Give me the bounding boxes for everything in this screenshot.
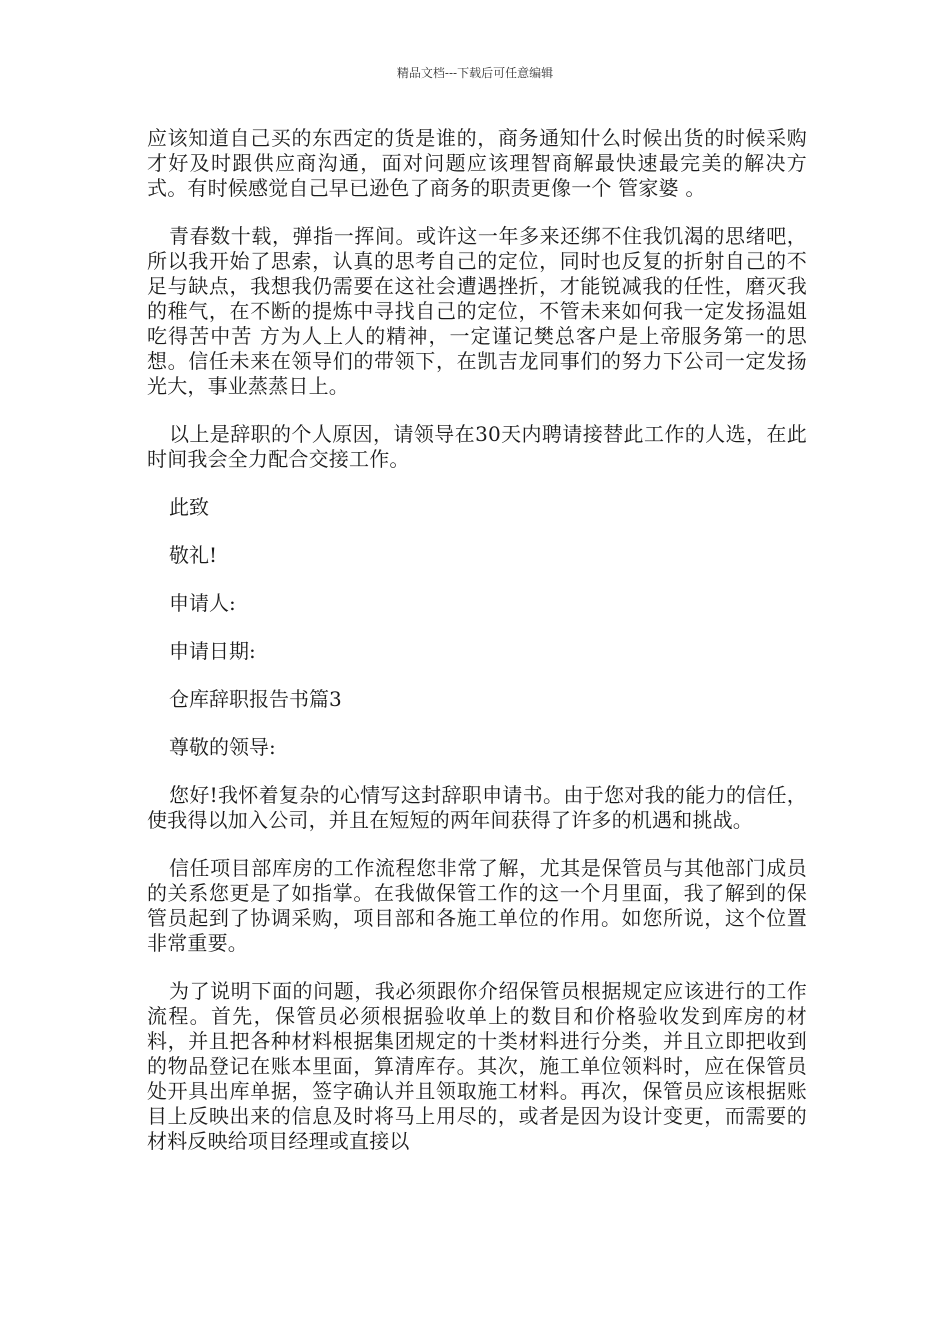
document-body (147, 126, 807, 1177)
applicant-label: 申请人: (169, 591, 236, 615)
page-header: 精品文档---下载后可任意编辑 (396, 66, 554, 80)
paragraph-intro: 您好!我怀着复杂的心情写这封辞职申请书。由于您对我的能力的信任，使我得以加入公司，并且在短短的两年间获得了许多的机遇和挑战。 (147, 783, 807, 832)
paragraph-handover: 以上是辞职的个人原因，请领导在30天内聘请接替此工作的人选，在此时间我会全力配合交接工作。 (147, 422, 807, 471)
paragraph-continuation: 应该知道自己买的东西定的货是谁的，商务通知什么时候出货的时候采购才好及时跟供应商沟通，面对问题应该理智商解最快速最完美的解决方式。有时候感觉自己早已逊色了商务的职责更像一个 管家婆 。 (147, 126, 807, 200)
paragraph-youth: 青春数十载，弹指一挥间。或许这一年多来还绑不住我饥渴的思绪吧，所以我开始了思索，认真的思考自己的定位，同时也反复的折射自己的不足与缺点，我想我仍需要在这社会遭遇挫折，才能锐减我的任性，磨灭我的稚气，在不断的提炼中寻找自己的定位，不管未来如何我一定发扬温姐吃得苦中苦 方为人上人的精神，一定谨记樊总客户是上帝服务第一的思想。信任未来在领导们的带领下，在凯吉龙同事们的努力下公司一定发扬光大，事业蒸蒸日上。 (147, 224, 807, 398)
paragraph-workflow: 为了说明下面的问题，我必须跟你介绍保管员根据规定应该进行的工作流程。首先，保管员必须根据验收单上的数目和价格验收发到库房的材料，并且把各种材料根据集团规定的十类材料进行分类，并且立即把收到的物品登记在账本里面，算清库存。其次，施工单位领料时，应在保管员处开具出库单据，签字确认并且领取施工材料。再次，保管员应该根据账目上反映出来的信息及时将马上用尽的，或者是因为设计变更，而需要的材料反映给项目经理或直接以 (147, 979, 807, 1153)
section-title: 仓库辞职报告书篇3 (169, 687, 342, 711)
application-date-label: 申请日期: (169, 639, 256, 663)
greeting: 尊敬的领导: (169, 735, 276, 759)
paragraph-role: 信任项目部库房的工作流程您非常了解，尤其是保管员与其他部门成员的关系您更是了如指掌。在我做保管工作的这一个月里面，我了解到的保管员起到了协调采购，项目部和各施工单位的作用。如您所说，这个位置非常重要。 (147, 856, 807, 955)
closing-salutation: 此致 (169, 495, 209, 519)
closing-respect: 敬礼! (169, 543, 218, 567)
